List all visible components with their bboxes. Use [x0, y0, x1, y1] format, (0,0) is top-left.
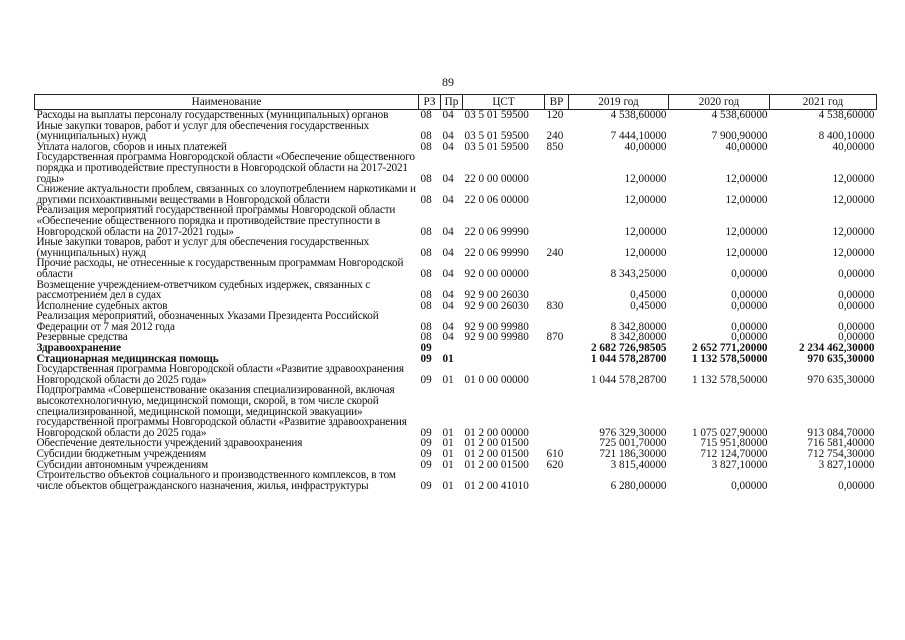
cell-2019: 725 001,70000 [599, 437, 667, 450]
cell-pr: 04 [442, 289, 454, 302]
cell-vr [545, 364, 569, 385]
cell-2021: 0,00000 [838, 320, 875, 333]
cell-2020: 0,00000 [731, 267, 768, 280]
cell-cst: 03 5 01 59500 [464, 109, 529, 121]
table-row [35, 311, 877, 332]
column-header-2019: 2019 год [569, 95, 669, 110]
cell-vr: 240 [546, 246, 564, 259]
column-header-2020: 2020 год [669, 95, 770, 110]
cell-2021: 40,00000 [832, 140, 875, 153]
cell-cst: 01 2 00 01500 [464, 458, 529, 471]
cell-cst [463, 343, 545, 354]
cell-2019: 12,00000 [624, 225, 667, 238]
cell-2021: 4 538,60000 [818, 109, 875, 121]
cell-2020: 12,00000 [725, 193, 768, 206]
cell-vr [545, 343, 569, 354]
table-row [35, 449, 877, 460]
cell-2020: 1 075 027,90000 [691, 426, 768, 439]
cell-pr: 01 [442, 352, 454, 365]
cell-2020: 715 951,80000 [700, 437, 768, 450]
cell-vr [545, 385, 569, 438]
cell-cst: 01 2 00 01500 [464, 437, 529, 450]
cell-pr: 04 [442, 299, 454, 312]
cell-name: Уплата налогов, сборов и иных платежей [36, 140, 227, 153]
column-header-pr: Пр [441, 95, 463, 110]
cell-2021: 913 084,70000 [807, 426, 875, 439]
cell-2021: 0,00000 [838, 479, 875, 492]
cell-vr [545, 311, 569, 332]
cell-pr: 01 [442, 448, 454, 460]
cell-vr: 850 [546, 140, 564, 153]
cell-2020: 712 124,70000 [700, 448, 768, 460]
cell-2019: 8 342,80000 [610, 320, 667, 333]
cell-rz: 09 [420, 479, 432, 492]
cell-vr: 870 [546, 331, 564, 344]
cell-vr: 620 [546, 458, 564, 471]
cell-2020: 1 132 578,50000 [691, 373, 768, 386]
cell-vr [545, 258, 569, 279]
cell-name: Исполнение судебных актов [36, 299, 168, 312]
cell-rz: 09 [420, 352, 432, 365]
table-row [35, 470, 877, 491]
cell-pr: 01 [442, 479, 454, 492]
cell-vr [545, 280, 569, 301]
cell-2019: 976 329,30000 [599, 426, 667, 439]
cell-name: Строительство объектов социального и производственного комплексов, в том числе объектов общегражданского назначения, жилья, инфраструктуры [36, 469, 396, 492]
table-row [35, 364, 877, 385]
cell-cst: 01 2 00 01500 [464, 448, 529, 460]
cell-name: Государственная программа Новгородской области «Развитие здравоохранения Новгородской области до 2025 года» [36, 363, 404, 386]
cell-2021: 970 635,30000 [807, 352, 875, 365]
cell-2019: 8 342,80000 [610, 331, 667, 344]
cell-2021: 712 754,30000 [807, 448, 875, 460]
cell-2021: 0,00000 [838, 331, 875, 344]
cell-rz: 08 [420, 130, 432, 143]
cell-2021: 12,00000 [832, 172, 875, 185]
cell-name: Иные закупки товаров, работ и услуг для обеспечения государственных (муниципальных) нужд [36, 119, 370, 143]
table-row [35, 280, 877, 301]
cell-cst: 01 0 00 00000 [464, 373, 529, 386]
cell-pr: 01 [442, 437, 454, 450]
cell-cst: 03 5 01 59500 [464, 140, 529, 153]
cell-2020: 0,00000 [731, 289, 768, 302]
cell-pr: 04 [442, 331, 454, 344]
budget-table [34, 94, 877, 491]
cell-pr: 04 [442, 193, 454, 206]
cell-cst: 92 9 00 99980 [464, 331, 529, 344]
cell-cst: 92 9 00 99980 [464, 320, 529, 333]
table-row [35, 258, 877, 279]
cell-2021: 12,00000 [832, 225, 875, 238]
cell-rz: 08 [420, 289, 432, 302]
cell-name: Государственная программа Новгородской области «Обеспечение общественного порядка и противодействие преступности в Новгородской области на 2017-2021 годы» [36, 151, 415, 185]
cell-2019: 4 538,60000 [610, 109, 667, 121]
table-row [35, 385, 877, 438]
cell-cst: 92 9 00 26030 [464, 299, 529, 312]
cell-2021: 0,00000 [838, 289, 875, 302]
cell-2020: 0,00000 [731, 479, 768, 492]
cell-2019: 8 343,25000 [610, 267, 667, 280]
cell-pr: 01 [442, 373, 454, 386]
cell-2020: 3 827,10000 [711, 458, 768, 471]
cell-2021: 716 581,40000 [807, 437, 875, 450]
cell-2019: 12,00000 [624, 193, 667, 206]
cell-2019: 721 186,30000 [599, 448, 667, 460]
cell-2021: 2 234 462,30000 [798, 342, 875, 355]
cell-rz: 08 [420, 299, 432, 312]
column-header-cst: ЦСТ [463, 95, 545, 110]
cell-2020: 0,00000 [731, 299, 768, 312]
cell-cst: 22 0 06 99990 [464, 246, 529, 259]
page-number: 89 [442, 75, 454, 89]
cell-cst: 22 0 00 00000 [464, 172, 529, 185]
cell-rz: 08 [420, 140, 432, 153]
cell-name: Обеспечение деятельности учреждений здравоохранения [36, 437, 303, 450]
cell-2020: 12,00000 [725, 225, 768, 238]
table-row [35, 121, 877, 142]
cell-pr: 04 [442, 246, 454, 259]
cell-pr: 04 [442, 225, 454, 238]
cell-vr [545, 205, 569, 237]
cell-cst: 01 2 00 41010 [464, 479, 529, 492]
cell-rz: 09 [420, 426, 432, 439]
cell-2019: 12,00000 [624, 172, 667, 185]
cell-2021: 0,00000 [838, 267, 875, 280]
cell-pr: 01 [442, 426, 454, 439]
cell-2020: 0,00000 [731, 320, 768, 333]
cell-rz: 09 [420, 342, 432, 355]
cell-name: Реализация мероприятий, обозначенных Указами Президента Российской Федерации от 7 мая 2012 года [36, 310, 379, 333]
cell-2019: 7 444,10000 [610, 130, 667, 143]
cell-vr [545, 354, 569, 365]
table-row [35, 110, 877, 121]
column-header-vr: ВР [545, 95, 569, 110]
cell-2021: 12,00000 [832, 193, 875, 206]
cell-2019: 0,45000 [630, 289, 667, 302]
cell-2020: 12,00000 [725, 246, 768, 259]
cell-name: Расходы на выплаты персоналу государственных (муниципальных) органов [36, 109, 389, 121]
cell-rz: 09 [420, 448, 432, 460]
table-body [35, 110, 877, 492]
cell-2020: 0,00000 [731, 331, 768, 344]
cell-2019: 1 044 578,28700 [590, 352, 667, 365]
cell-vr: 830 [546, 299, 564, 312]
cell-vr [545, 184, 569, 205]
cell-vr: 120 [546, 109, 564, 121]
cell-2020: 7 900,90000 [711, 130, 768, 143]
cell-2020: 2 652 771,20000 [691, 342, 768, 355]
table-row [35, 152, 877, 184]
cell-cst: 22 0 06 99990 [464, 225, 529, 238]
column-header-2021: 2021 год [770, 95, 877, 110]
cell-pr: 04 [442, 267, 454, 280]
cell-cst: 92 9 00 26030 [464, 289, 529, 302]
cell-2019: 3 815,40000 [610, 458, 667, 471]
cell-2021: 3 827,10000 [818, 458, 875, 471]
cell-2020: 12,00000 [725, 172, 768, 185]
cell-name: Здравоохранение [36, 342, 121, 355]
cell-cst: 01 2 00 00000 [464, 426, 529, 439]
cell-name: Прочие расходы, не отнесенные к государственным программам Новгородской области [36, 257, 404, 280]
cell-2020: 1 132 578,50000 [691, 352, 768, 365]
cell-2019: 2 682 726,98505 [590, 342, 667, 355]
cell-vr: 240 [546, 130, 564, 143]
cell-2021: 8 400,10000 [818, 130, 875, 143]
cell-rz: 08 [420, 109, 432, 121]
cell-2019: 6 280,00000 [610, 479, 667, 492]
cell-2020: 40,00000 [725, 140, 768, 153]
cell-name: Возмещение учреждением-ответчиком судебных издержек, связанных с рассмотрением дел в судах [36, 278, 371, 302]
cell-2021: 12,00000 [832, 246, 875, 259]
cell-rz: 08 [420, 172, 432, 185]
cell-pr: 04 [442, 172, 454, 185]
cell-cst: 22 0 06 00000 [464, 193, 529, 206]
cell-rz: 08 [420, 331, 432, 344]
table-row [35, 184, 877, 205]
cell-name: Стационарная медицинская помощь [36, 352, 219, 365]
cell-2019: 12,00000 [624, 246, 667, 259]
cell-rz: 08 [420, 320, 432, 333]
cell-name: Субсидии автономным учреждениям [36, 458, 209, 471]
cell-cst: 92 0 00 00000 [464, 267, 529, 280]
cell-cst: 03 5 01 59500 [464, 130, 529, 143]
cell-pr: 04 [442, 130, 454, 143]
cell-pr: 04 [442, 320, 454, 333]
cell-vr [545, 470, 569, 491]
cell-2021: 0,00000 [838, 299, 875, 312]
cell-name: Иные закупки товаров, работ и услуг для обеспечения государственных (муниципальных) нужд [36, 236, 370, 259]
cell-name: Субсидии бюджетным учреждениям [36, 448, 207, 460]
cell-2020: 4 538,60000 [711, 109, 768, 121]
cell-rz: 08 [420, 267, 432, 280]
cell-rz: 09 [420, 458, 432, 471]
cell-pr: 04 [442, 109, 454, 121]
cell-2019: 0,45000 [630, 299, 667, 312]
table-row [35, 237, 877, 258]
table-row [35, 205, 877, 237]
cell-pr: 01 [442, 458, 454, 471]
cell-rz: 08 [420, 193, 432, 206]
cell-vr: 610 [546, 448, 564, 460]
column-header-rz: РЗ [419, 95, 441, 110]
cell-2019: 1 044 578,28700 [590, 373, 667, 386]
cell-name: Снижение актуальности проблем, связанных со злоупотреблением наркотиками и другими психоактивными веществами в Новгородской области [36, 183, 416, 206]
cell-rz: 08 [420, 225, 432, 238]
cell-cst [463, 354, 545, 365]
cell-name: Резервные средства [36, 331, 128, 344]
cell-name: Подпрограмма «Совершенствование оказания специализированной, включая высокотехнологичную, медицинской помощи, скорой, в том числе скорой специализированной, медицинской помощи, медицинской эвакуации» государственной программы Новгородской области «Развитие здравоохранения Новгородской области до 2025 года» [36, 384, 407, 439]
cell-2019: 40,00000 [624, 140, 667, 153]
cell-rz: 08 [420, 246, 432, 259]
cell-rz: 09 [420, 437, 432, 450]
cell-vr [545, 152, 569, 184]
cell-pr: 04 [442, 140, 454, 153]
cell-2021: 970 635,30000 [807, 373, 875, 386]
cell-rz: 09 [420, 373, 432, 386]
column-header-name: Наименование [35, 95, 419, 110]
table-header-row [35, 95, 877, 110]
cell-name: Реализация мероприятий государственной программы Новгородской области «Обеспечение общественного порядка и противодействие преступности в Новгородской области на 2017-2021 годы» [36, 204, 396, 238]
